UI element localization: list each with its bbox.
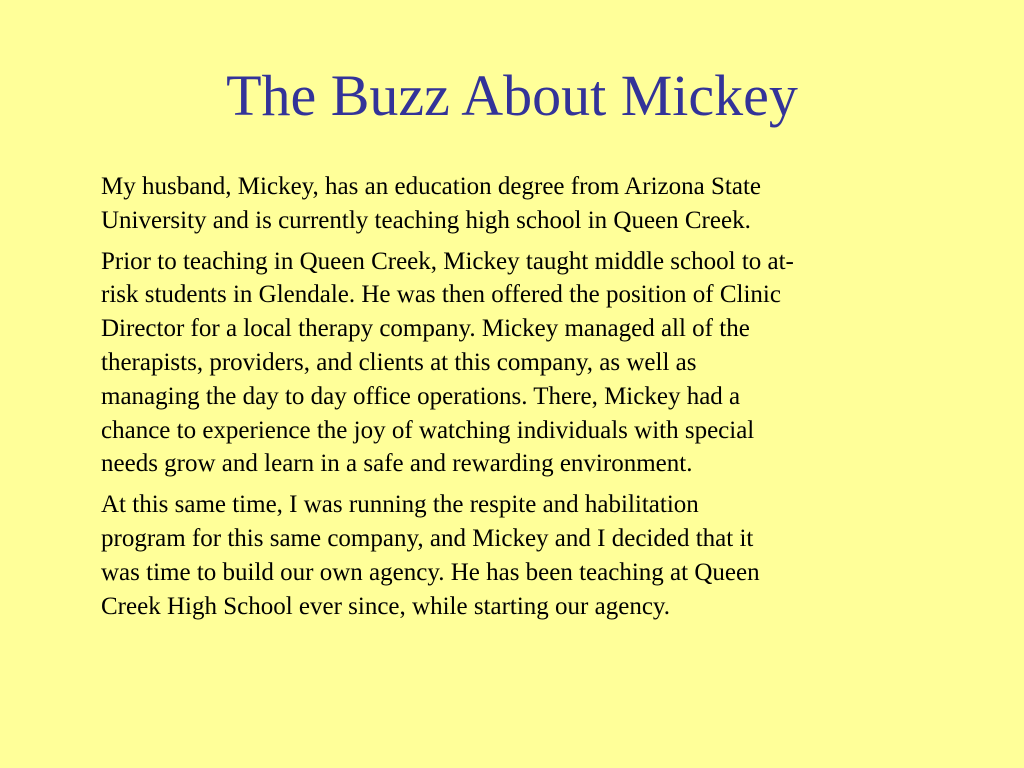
paragraph-agency [101,488,971,623]
text-line: risk students in Glendale. He was then offered the position of Clinic [101,281,781,309]
text-line: Director for a local therapy company. Mickey managed all of the [101,315,750,343]
slide-body [101,170,971,630]
paragraph-career [101,245,971,482]
slide-title: The Buzz About Mickey [226,63,798,128]
text-line: chance to experience the joy of watching individuals with special [101,416,755,444]
paragraph-education [101,170,971,238]
text-line: University and is currently teaching high school in Queen Creek. [101,206,751,234]
text-line: Prior to teaching in Queen Creek, Mickey taught middle school to at- [101,247,794,275]
text-line: At this same time, I was running the respite and habilitation [101,491,699,519]
text-line: Creek High School ever since, while starting our agency. [101,592,671,620]
text-line: program for this same company, and Mickey and I decided that it [101,524,754,552]
text-line: My husband, Mickey, has an education degree from Arizona State [101,173,761,200]
text-line: therapists, providers, and clients at this company, as well as [101,348,697,376]
text-line: managing the day to day office operations. There, Mickey had a [101,382,741,410]
text-line: was time to build our own agency. He has been teaching at Queen [101,558,760,586]
text-line: needs grow and learn in a safe and rewarding environment. [101,450,693,478]
